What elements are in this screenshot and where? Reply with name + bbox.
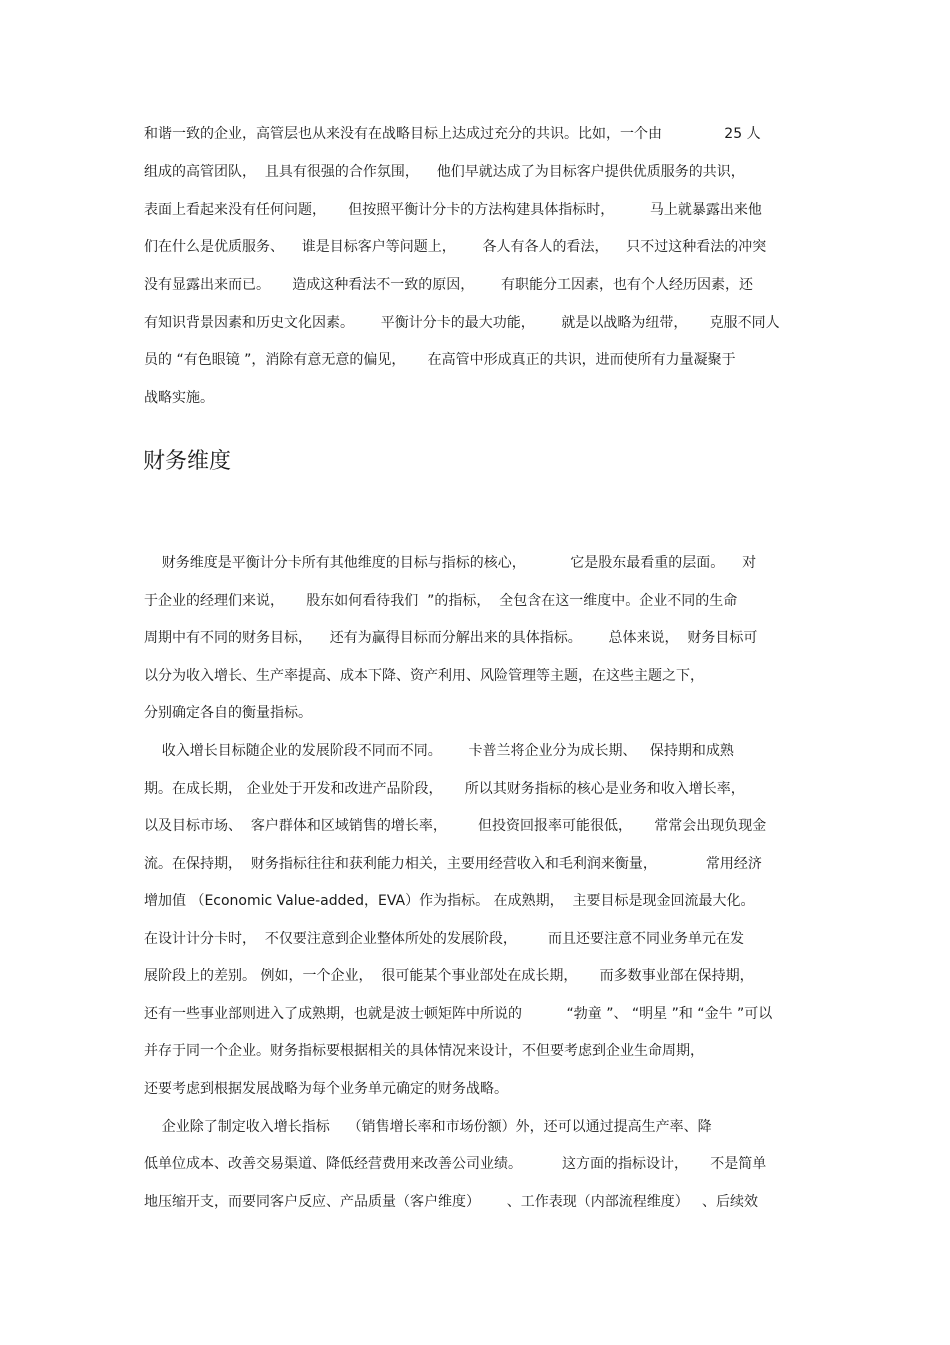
text-line: 员的 “有色眼镜 ”，消除有意无意的偏见， 在高管中形成真正的共识，进而使所有力量凝聚于 xyxy=(144,352,736,368)
section-heading: 财务维度 xyxy=(143,449,232,474)
text-line: 战略实施。 xyxy=(144,390,214,406)
text-line: 和谐一致的企业，高管层也从来没有在战略目标上达成过充分的共识。比如，一个由 25 人 xyxy=(144,126,761,142)
text-line: 在设计计分卡时， 不仅要注意到企业整体所处的发展阶段， 而且还要注意不同业务单元在发 xyxy=(144,931,745,947)
text-line: 以分为收入增长、生产率提高、成本下降、资产利用、风险管理等主题，在这些主题之下， xyxy=(144,668,704,684)
text-line: 并存于同一个企业。财务指标要根据相关的具体情况来设计，不但要考虑到企业生命周期， xyxy=(144,1043,704,1059)
text-line: 们在什么是优质服务、 谁是目标客户等问题上， 各人有各人的看法， 只不过这种看法的冲突 xyxy=(144,239,767,255)
text-line: 表面上看起来没有任何问题， 但按照平衡计分卡的方法构建具体指标时， 马上就暴露出来他 xyxy=(144,202,762,218)
text-line: 财务维度是平衡计分卡所有其他维度的目标与指标的核心， 它是股东最看重的层面。 对 xyxy=(144,555,757,571)
text-line: 于企业的经理们来说， 股东如何看待我们 ”的指标， 全包含在这一维度中。企业不同的生命 xyxy=(144,593,738,609)
text-line: 没有显露出来而已。 造成这种看法不一致的原因， 有职能分工因素，也有个人经历因素，还 xyxy=(144,277,753,293)
text-line: 增加值 （Economic Value-added，EVA）作为指标。 在成熟期， 主要目标是现金回流最大化。 xyxy=(144,893,755,909)
text-line: 分别确定各自的衡量指标。 xyxy=(144,705,312,721)
text-line: 还要考虑到根据发展战略为每个业务单元确定的财务战略。 xyxy=(144,1081,508,1097)
text-line: 有知识背景因素和历史文化因素。 平衡计分卡的最大功能， 就是以战略为纽带， 克服不同人 xyxy=(144,315,780,331)
text-line: 组成的高管团队， 且具有很强的合作氛围， 他们早就达成了为目标客户提供优质服务的共识， xyxy=(144,164,745,180)
text-line: 期。在成长期， 企业处于开发和改进产品阶段， 所以其财务指标的核心是业务和收入增长率， xyxy=(144,781,745,797)
text-line: 展阶段上的差别。 例如，一个企业， 很可能某个事业部处在成长期， 而多数事业部在保持期， xyxy=(144,968,754,984)
text-line: 收入增长目标随企业的发展阶段不同而不同。 卡普兰将企业分为成长期、 保持期和成熟 xyxy=(144,743,734,759)
text-line: 企业除了制定收入增长指标 （销售增长率和市场份额）外，还可以通过提高生产率、降 xyxy=(144,1119,712,1135)
text-line: 以及目标市场、 客户群体和区域销售的增长率， 但投资回报率可能很低， 常常会出现负现金 xyxy=(144,818,767,834)
text-line: 低单位成本、改善交易渠道、降低经营费用来改善公司业绩。 这方面的指标设计， 不是简单 xyxy=(144,1156,767,1172)
text-line: 周期中有不同的财务目标， 还有为赢得目标而分解出来的具体指标。 总体来说， 财务目标可 xyxy=(144,630,758,646)
text-line: 地压缩开支，而要同客户反应、产品质量（客户维度） 、工作表现（内部流程维度） 、后续效 xyxy=(144,1194,759,1210)
text-line: 流。在保持期， 财务指标往往和获利能力相关，主要用经营收入和毛利润来衡量， 常用经济 xyxy=(144,856,762,872)
text-line: 还有一些事业部则进入了成熟期，也就是波士顿矩阵中所说的 “勃童 ”、 “明星 ”和 “金牛 ”可以 xyxy=(144,1006,773,1022)
